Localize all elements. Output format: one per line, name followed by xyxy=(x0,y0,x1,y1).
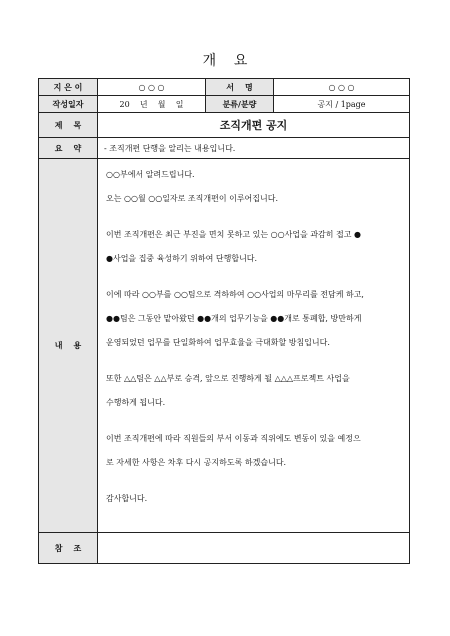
body-line: 운영되었던 업무를 단일화하여 업무효율을 극대화할 방침입니다. xyxy=(106,338,330,347)
body-line: ●사업을 집중 육성하기 위하여 단행합니다. xyxy=(106,254,258,263)
subject-label: 제 목 xyxy=(39,113,98,138)
summary-row xyxy=(39,138,410,159)
date-row xyxy=(39,96,410,113)
body-line: ○○부에서 알려드립니다. xyxy=(106,170,195,179)
body-content[interactable] xyxy=(98,159,410,533)
subject-field[interactable]: 조직개편 공지 xyxy=(98,113,410,138)
category-label: 분류/분량 xyxy=(206,96,274,113)
body-line: 이에 따라 ○○부를 ○○팀으로 격하하여 ○○사업의 마무리를 전담케 하고, xyxy=(106,290,364,299)
author-field[interactable]: ○ ○ ○ xyxy=(98,79,206,96)
reference-label: 참 조 xyxy=(39,533,98,564)
body-line: 오는 ○○월 ○○일자로 조직개편이 이루어집니다. xyxy=(106,194,279,203)
summary-field[interactable]: - 조직개편 단행을 알리는 내용입니다. xyxy=(98,138,410,159)
signature-field[interactable]: ○ ○ ○ xyxy=(274,79,410,96)
author-label: 지 은 이 xyxy=(39,79,98,96)
body-line: 수행하게 됩니다. xyxy=(106,398,166,407)
doc-title: 개 요 xyxy=(202,53,248,69)
subject-row xyxy=(39,113,410,138)
body-line: 이번 조직개편에 따라 직원들의 부서 이동과 직위에도 변동이 있을 예정으 xyxy=(106,434,361,443)
body-line: 감사합니다. xyxy=(106,494,148,503)
document-table xyxy=(38,78,410,564)
signature-label: 서 명 xyxy=(206,79,274,96)
category-field[interactable]: 공지 / 1page xyxy=(274,96,410,113)
summary-label: 요 약 xyxy=(39,138,98,159)
reference-field[interactable] xyxy=(98,533,410,564)
reference-row xyxy=(39,533,410,564)
body-row xyxy=(39,159,410,533)
body-line: ●●팀은 그동안 맡아왔던 ●●개의 업무기능을 ●●개로 통폐합, 방만하게 xyxy=(106,314,362,323)
date-label: 작성일자 xyxy=(39,96,98,113)
body-line: 로 자세한 사항은 차후 다시 공지하도록 하겠습니다. xyxy=(106,458,287,467)
body-label: 내 용 xyxy=(39,159,98,533)
author-row xyxy=(39,79,410,96)
page-title xyxy=(0,50,450,70)
date-field[interactable]: 20 년 월 일 xyxy=(98,96,206,113)
body-line: 이번 조직개편은 최근 부진을 면치 못하고 있는 ○○사업을 과감히 접고 ● xyxy=(106,230,362,239)
body-line: 또한 △△팀은 △△부로 승격, 앞으로 진행하게 될 △△△프로젝트 사업을 xyxy=(106,374,350,383)
